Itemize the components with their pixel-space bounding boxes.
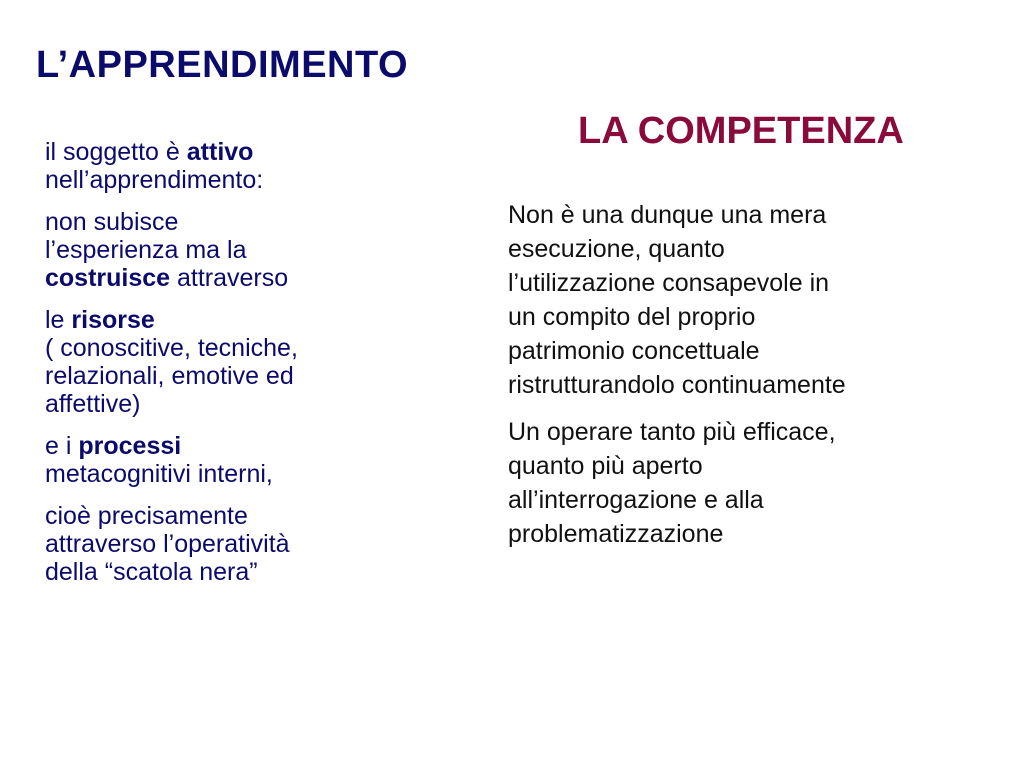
paragraph-mera-esecuzione (508, 198, 988, 402)
text-line: Non è una dunque una mera (508, 201, 827, 229)
slide-title-competenza: LA COMPETENZA (578, 110, 904, 152)
text-line: esecuzione, quanto (508, 235, 725, 263)
bold-term-attivo: attivo (186, 138, 254, 166)
bold-term-risorse: risorse (71, 306, 155, 334)
text-line: all’interrogazione e alla (508, 486, 764, 514)
text-segment: affettive) (45, 390, 141, 418)
text-segment: e i (45, 432, 79, 460)
text-line: quanto più aperto (508, 452, 703, 480)
text-segment: le (45, 306, 72, 334)
bold-term-costruisce: costruisce (45, 264, 171, 292)
text-line: l’utilizzazione consapevole in (508, 269, 830, 297)
paragraph-costruisce (45, 208, 405, 292)
paragraph-soggetto-attivo (45, 138, 405, 194)
text-segment: relazionali, emotive ed (45, 362, 294, 390)
text-segment: nell’apprendimento: (45, 166, 264, 194)
text-segment: non subisce (45, 208, 179, 236)
text-line: problematizzazione (508, 520, 724, 548)
text-segment: attraverso l’operatività (45, 530, 290, 558)
slide-title-apprendimento: L’APPRENDIMENTO (36, 44, 409, 86)
apprendimento-column (45, 138, 405, 600)
text-segment: ( conoscitive, tecniche, (45, 334, 298, 362)
text-line: patrimonio concettuale (508, 337, 760, 365)
text-segment: della “scatola nera” (45, 558, 258, 586)
paragraph-operare-efficace (508, 415, 988, 551)
competenza-column (508, 198, 988, 564)
text-segment: cioè precisamente (45, 502, 248, 530)
text-segment: il soggetto è (45, 138, 187, 166)
text-line: Un operare tanto più efficace, (508, 418, 836, 446)
paragraph-risorse (45, 306, 405, 418)
text-segment: l’esperienza ma la (45, 236, 247, 264)
paragraph-scatola-nera (45, 502, 405, 586)
text-segment: attraverso (170, 264, 289, 292)
paragraph-processi (45, 432, 405, 488)
text-line: ristrutturandolo continuamente (508, 371, 846, 399)
bold-term-processi: processi (78, 432, 182, 460)
text-segment: metacognitivi interni, (45, 460, 273, 488)
text-line: un compito del proprio (508, 303, 756, 331)
